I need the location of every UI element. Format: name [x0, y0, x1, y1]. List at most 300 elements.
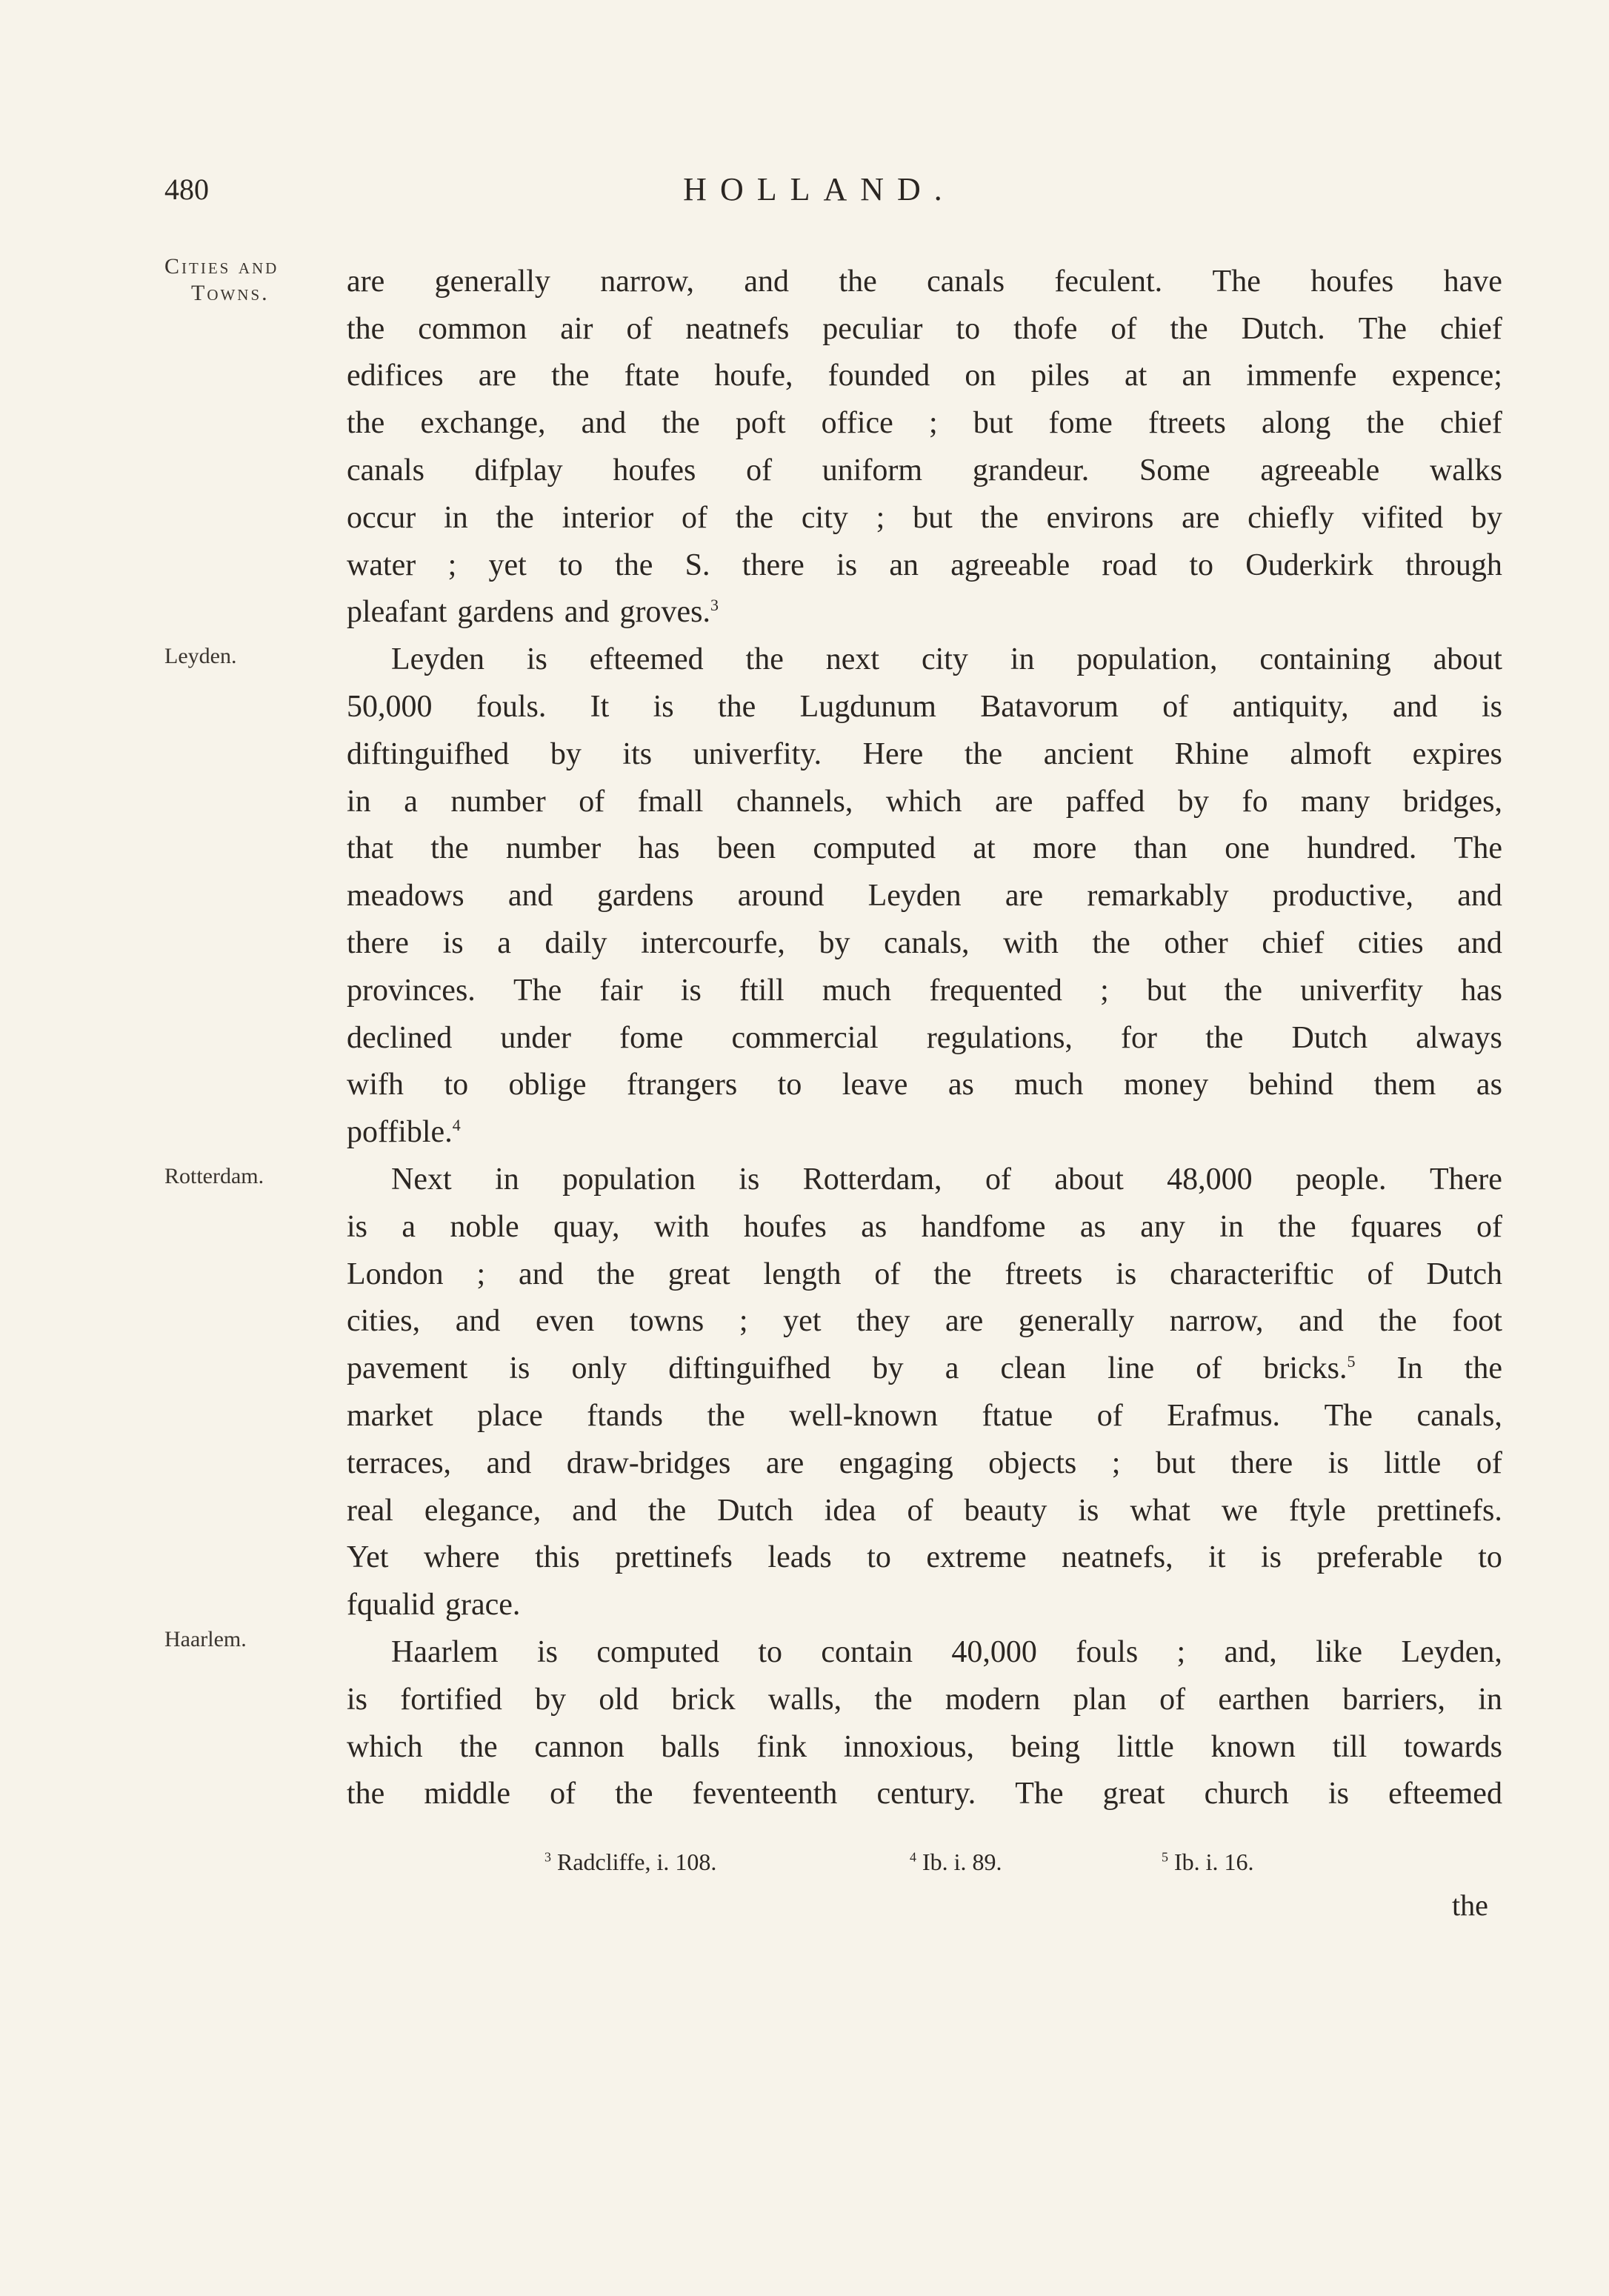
word: a — [945, 1351, 959, 1386]
word: preferable — [1316, 1540, 1443, 1575]
word: where — [423, 1540, 500, 1575]
word: canals, — [884, 925, 970, 960]
word: chiefly — [1247, 500, 1334, 535]
word: great — [667, 1257, 730, 1291]
word: houfes — [1310, 264, 1394, 299]
word: office — [821, 406, 893, 441]
word: prettinefs. — [1376, 1493, 1502, 1528]
word: houfes — [743, 1209, 827, 1244]
word: the — [459, 1729, 498, 1764]
word: church — [1204, 1777, 1289, 1811]
word: Leyden, — [1401, 1634, 1502, 1669]
word: elegance, — [424, 1493, 542, 1528]
word: is — [1327, 1445, 1349, 1480]
word: univerfity. — [693, 736, 822, 771]
word: to — [559, 548, 583, 582]
word: through — [1405, 548, 1502, 582]
word: market — [347, 1398, 433, 1433]
word: pavement — [347, 1351, 468, 1386]
word: in — [1478, 1682, 1502, 1717]
word: to — [1189, 548, 1214, 582]
word: we — [1221, 1493, 1258, 1528]
word: cities, — [347, 1304, 421, 1339]
word: the — [1464, 1351, 1502, 1386]
word: narrow, — [1169, 1304, 1264, 1339]
word: meadows — [347, 879, 464, 914]
word: the — [735, 500, 774, 535]
word: the — [615, 548, 653, 582]
margin-note-line-1: Cities and — [164, 254, 279, 279]
word: real — [347, 1493, 393, 1528]
word: as — [1476, 1068, 1502, 1102]
word: is — [1327, 1777, 1349, 1811]
word: air — [560, 311, 593, 346]
word: fqualid — [347, 1588, 435, 1623]
word: ; — [876, 500, 885, 535]
word: being — [1010, 1729, 1081, 1764]
word: ftrangers — [626, 1068, 738, 1102]
word: much — [1014, 1068, 1084, 1102]
word: the — [707, 1398, 745, 1433]
word: in — [495, 1162, 519, 1197]
word: computed — [596, 1634, 719, 1669]
word: poft — [735, 406, 786, 441]
word: declined — [347, 1020, 453, 1055]
word: in — [1010, 642, 1035, 677]
word: city — [921, 642, 968, 677]
word: channels, — [736, 784, 853, 819]
word: road — [1102, 548, 1158, 582]
word: population, — [1076, 642, 1218, 677]
word: intercourfe, — [641, 925, 785, 960]
word: more — [1033, 831, 1097, 866]
word: daily — [544, 925, 607, 960]
text-line — [347, 961, 1502, 1008]
word: and — [744, 264, 790, 299]
word: is — [653, 689, 674, 724]
word: by — [1177, 784, 1209, 819]
word: Lugdunum — [799, 689, 936, 724]
word: are — [1005, 879, 1044, 914]
word: almoft — [1290, 736, 1372, 771]
word: difplay — [474, 453, 563, 488]
word: and, — [1224, 1634, 1277, 1669]
text-line — [347, 488, 1502, 536]
word: feventeenth — [692, 1777, 838, 1811]
text-line — [347, 772, 1502, 819]
word: the — [430, 831, 469, 866]
word: piles — [1030, 359, 1090, 393]
word: immenfe — [1246, 359, 1357, 393]
word: S. — [684, 548, 710, 582]
word: fo — [1242, 784, 1268, 819]
word: contain — [821, 1634, 913, 1669]
word: century. — [876, 1777, 976, 1811]
word: expires — [1412, 736, 1502, 771]
word: fortified — [400, 1682, 502, 1717]
word: canals, — [1416, 1398, 1502, 1433]
word: brick — [671, 1682, 736, 1717]
word: generally — [1018, 1304, 1135, 1339]
word: around — [737, 879, 825, 914]
word: of — [1476, 1209, 1502, 1244]
word: The — [1358, 311, 1407, 346]
word: Leyden — [391, 642, 484, 677]
word: to — [1478, 1540, 1502, 1575]
word: and — [1457, 925, 1502, 960]
note-reference: 3 — [710, 596, 719, 615]
word: at — [1125, 359, 1147, 393]
word: Batavorum — [980, 689, 1119, 724]
word: ; — [1100, 973, 1109, 1008]
word: by — [550, 736, 582, 771]
word: ; — [739, 1304, 748, 1339]
word: the — [347, 311, 385, 346]
word: the — [839, 264, 877, 299]
word: is — [347, 1209, 368, 1244]
word: quay, — [553, 1209, 620, 1244]
margin-note-line-2: Towns. — [191, 281, 270, 305]
word: and — [1457, 879, 1502, 914]
word: efteemed — [1388, 1777, 1502, 1811]
word: and — [1392, 689, 1438, 724]
word: 40,000 — [951, 1634, 1037, 1669]
word: antiquity, — [1232, 689, 1349, 724]
word: in — [347, 784, 371, 819]
word: like — [1316, 1634, 1363, 1669]
text-line — [347, 347, 1502, 394]
word: yet — [783, 1304, 822, 1339]
word: peculiar — [822, 311, 923, 346]
word: there — [1230, 1445, 1293, 1480]
word: to — [758, 1634, 782, 1669]
word: beauty — [964, 1493, 1047, 1528]
word: for — [1121, 1020, 1158, 1055]
word: of — [626, 311, 653, 346]
word: of — [746, 453, 773, 488]
word: bricks.$^5$ — [1263, 1351, 1356, 1386]
word: hundred. — [1307, 831, 1417, 866]
text-line — [347, 1481, 1502, 1528]
word: fome — [619, 1020, 684, 1055]
word: but — [1146, 973, 1187, 1008]
word: canals — [927, 264, 1005, 299]
word: innoxious, — [843, 1729, 975, 1764]
word: The — [1453, 831, 1502, 866]
word: ; — [928, 406, 938, 441]
note-reference: 4 — [452, 1116, 461, 1135]
word: an — [1182, 359, 1212, 393]
word: expence; — [1391, 359, 1502, 393]
word: 48,000 — [1167, 1162, 1253, 1197]
word: the — [1224, 973, 1263, 1008]
word: about — [1433, 642, 1502, 677]
word: It — [590, 689, 610, 724]
word: have — [1443, 264, 1502, 299]
word: what — [1130, 1493, 1190, 1528]
word: great — [1102, 1777, 1165, 1811]
word: uniform — [822, 453, 923, 488]
word: a — [497, 925, 511, 960]
word: at — [973, 831, 996, 866]
text-line — [347, 1102, 1502, 1150]
word: gardens — [457, 595, 554, 630]
word: vifited — [1362, 500, 1444, 535]
word: number — [450, 784, 546, 819]
word: generally — [434, 264, 550, 299]
word: of — [1110, 311, 1137, 346]
text-line — [347, 1056, 1502, 1103]
word: are — [945, 1304, 984, 1339]
word: narrow, — [600, 264, 694, 299]
word: fink — [756, 1729, 807, 1764]
word: agreeable — [950, 548, 1070, 582]
word: of — [1159, 1682, 1186, 1717]
text-line — [347, 1623, 1502, 1670]
word: leads — [767, 1540, 832, 1575]
word: has — [1460, 973, 1502, 1008]
text-line — [347, 914, 1502, 961]
word: balls — [661, 1729, 720, 1764]
word: poffible.$^4$ — [347, 1115, 461, 1150]
word: neatnefs, — [1062, 1540, 1173, 1575]
word: of — [1096, 1398, 1123, 1433]
word: is — [739, 1162, 760, 1197]
word: towns — [629, 1304, 704, 1339]
word: many — [1301, 784, 1370, 819]
word: about — [1054, 1162, 1124, 1197]
word: walks — [1429, 453, 1502, 488]
word: till — [1332, 1729, 1368, 1764]
word: ftreets — [1005, 1257, 1083, 1291]
word: idea — [824, 1493, 876, 1528]
word: ; — [476, 1257, 486, 1291]
word: the — [1170, 311, 1208, 346]
word: cities — [1357, 925, 1424, 960]
word: along — [1262, 406, 1331, 441]
word: other — [1164, 925, 1228, 960]
word: middle — [424, 1777, 511, 1811]
word: are — [478, 359, 517, 393]
word: population — [562, 1162, 696, 1197]
word: are — [995, 784, 1033, 819]
word: ftatue — [982, 1398, 1053, 1433]
word: clean — [1000, 1351, 1067, 1386]
text-line — [347, 1670, 1502, 1717]
word: of — [1196, 1351, 1222, 1386]
word: productive, — [1272, 879, 1414, 914]
word: but — [913, 500, 953, 535]
word: of — [874, 1257, 901, 1291]
word: common — [418, 311, 527, 346]
word: the — [1205, 1020, 1244, 1055]
word: them — [1373, 1068, 1436, 1102]
word: Dutch — [717, 1493, 793, 1528]
word: edifices — [347, 359, 444, 393]
word: chief — [1439, 311, 1502, 346]
word: Rhine — [1174, 736, 1249, 771]
word: the — [874, 1682, 913, 1717]
word: the — [551, 359, 590, 393]
word: the — [1092, 925, 1130, 960]
word: which — [347, 1729, 423, 1764]
word: and — [519, 1257, 564, 1291]
word: The — [1212, 264, 1261, 299]
word: in — [1219, 1209, 1244, 1244]
word: Haarlem — [391, 1634, 499, 1669]
word: a — [404, 784, 418, 819]
word: the — [347, 406, 385, 441]
footnote-mark: 5 — [1162, 1849, 1168, 1865]
word: is — [1260, 1540, 1282, 1575]
word: earthen — [1218, 1682, 1310, 1717]
word: oblige — [508, 1068, 587, 1102]
word: been — [716, 831, 776, 866]
word: to — [956, 311, 981, 346]
word: place — [477, 1398, 543, 1433]
word: and — [1299, 1304, 1344, 1339]
word: diftinguifhed — [347, 736, 510, 771]
word: handfome — [921, 1209, 1046, 1244]
word: but — [973, 406, 1013, 441]
word: by — [872, 1351, 904, 1386]
word: ftreets — [1147, 406, 1226, 441]
word: houfe, — [714, 359, 793, 393]
word: 50,000 — [347, 689, 433, 724]
word: univerfity — [1300, 973, 1423, 1008]
word: Here — [862, 736, 924, 771]
word: Dutch — [1426, 1257, 1502, 1291]
word: it — [1208, 1540, 1226, 1575]
word: of — [1476, 1445, 1502, 1480]
word: any — [1140, 1209, 1185, 1244]
word: Ouderkirk — [1245, 548, 1373, 582]
word: are — [347, 264, 385, 299]
word: provinces. — [347, 973, 476, 1008]
page-number: 480 — [164, 173, 209, 206]
word: and — [455, 1304, 501, 1339]
word: much — [822, 973, 892, 1008]
word: paffed — [1065, 784, 1145, 819]
word: city — [801, 500, 848, 535]
word: exchange, — [420, 406, 546, 441]
word: only — [571, 1351, 627, 1386]
word: walls, — [767, 1682, 842, 1717]
word: is — [347, 1682, 368, 1717]
word: pleafant — [347, 595, 447, 630]
word: is — [836, 548, 858, 582]
word: of — [907, 1493, 933, 1528]
word: by — [535, 1682, 567, 1717]
word: regulations, — [926, 1020, 1073, 1055]
word: the — [980, 500, 1019, 535]
word: is — [536, 1634, 558, 1669]
word: Dutch — [1291, 1020, 1368, 1055]
word: The — [513, 973, 562, 1008]
word: modern — [945, 1682, 1041, 1717]
word: houfes — [613, 453, 696, 488]
word: the — [662, 406, 700, 441]
word: ancient — [1043, 736, 1133, 771]
word: chief — [1439, 406, 1502, 441]
word: a — [402, 1209, 416, 1244]
word: the — [1379, 1304, 1417, 1339]
word: is — [1481, 689, 1502, 724]
word: they — [856, 1304, 910, 1339]
word: feculent. — [1054, 264, 1163, 299]
word: environs — [1046, 500, 1154, 535]
word: characteriftic — [1170, 1257, 1334, 1291]
word: an — [889, 548, 919, 582]
word: diftinguifhed — [668, 1351, 831, 1386]
footnote-mark: 3 — [544, 1849, 551, 1865]
text-line — [347, 1434, 1502, 1481]
word: the — [615, 1777, 653, 1811]
word: of — [985, 1162, 1011, 1197]
word: In — [1396, 1351, 1423, 1386]
word: plan — [1073, 1682, 1127, 1717]
word: commercial — [731, 1020, 879, 1055]
word: the — [745, 642, 784, 677]
text-line — [347, 1339, 1502, 1386]
word: and — [486, 1445, 532, 1480]
word: wifh — [347, 1068, 404, 1102]
text-line — [347, 1717, 1502, 1765]
word: of — [550, 1777, 576, 1811]
word: little — [1384, 1445, 1442, 1480]
word: and — [507, 879, 553, 914]
word: draw-bridges — [566, 1445, 731, 1480]
footnote-mark: 4 — [910, 1849, 916, 1865]
word: with — [1003, 925, 1059, 960]
word: line — [1107, 1351, 1155, 1386]
text-line — [347, 1292, 1502, 1340]
word: is — [1116, 1257, 1137, 1291]
word: fome — [1048, 406, 1113, 441]
text-line — [347, 1575, 1502, 1623]
word: the — [1278, 1209, 1316, 1244]
word: is — [680, 973, 702, 1008]
word: There — [1430, 1162, 1502, 1197]
footnote-4 — [910, 1849, 1002, 1876]
word: terraces, — [347, 1445, 452, 1480]
body-text — [347, 252, 1502, 1811]
running-title: HOLLAND. — [683, 171, 956, 207]
word: behind — [1248, 1068, 1334, 1102]
word: water — [347, 548, 416, 582]
word: yet — [488, 548, 527, 582]
word: objects — [988, 1445, 1077, 1480]
word: ftands — [587, 1398, 663, 1433]
word: computed — [813, 831, 936, 866]
text-line — [347, 630, 1502, 677]
word: occur — [347, 500, 416, 535]
word: fquares — [1350, 1209, 1442, 1244]
footnote-3 — [544, 1849, 716, 1876]
text-line — [347, 677, 1502, 725]
text-line — [347, 1150, 1502, 1197]
word: of — [579, 784, 605, 819]
word: this — [535, 1540, 580, 1575]
word: the — [647, 1493, 687, 1528]
margin-note-rotterdam: Rotterdam. — [164, 1164, 264, 1188]
text-line — [347, 441, 1502, 488]
word: efteemed — [589, 642, 704, 677]
word: the — [347, 1777, 385, 1811]
word: towards — [1403, 1729, 1502, 1764]
footnote-5 — [1162, 1849, 1254, 1876]
text-line — [347, 536, 1502, 583]
